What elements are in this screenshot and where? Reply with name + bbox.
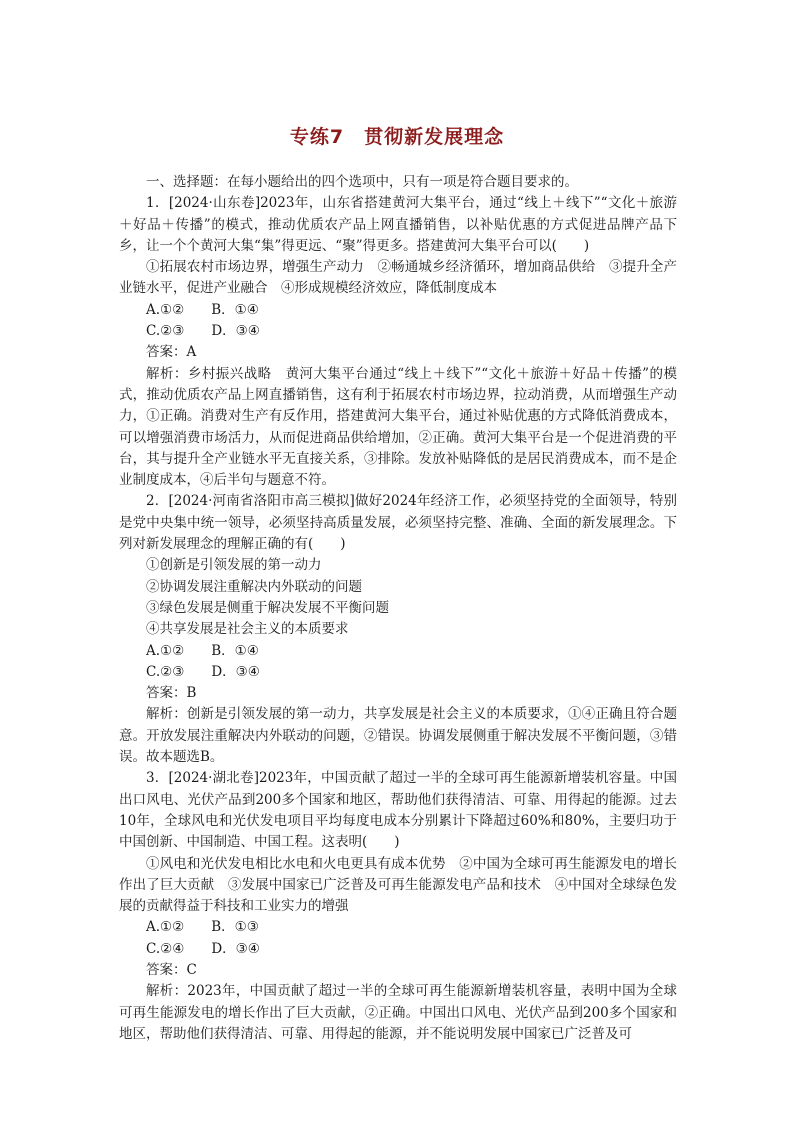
question-3-answer: 答案：C <box>146 961 197 978</box>
question-1-answer: 答案：A <box>146 344 197 361</box>
question-3-items: ①风电和光伏发电相比水电和火电更具有成本优势 ②中国为全球可再生能源发电的增长作出了巨大贡献 ③发展中国家已广泛普及可再生能源发电产品和技术 ④中国对全球绿色发展的贡献得益于科技和工业实力的增强 <box>119 855 677 915</box>
question-1-options-cd: C.②③ D．③④ <box>146 323 260 340</box>
question-2-item-2: ②协调发展注重解决内外联动的问题 <box>146 578 362 595</box>
question-3-options-cd: C.②④ D．③④ <box>146 940 260 957</box>
question-2-analysis: 解析：创新是引领发展的第一动力，共享发展是社会主义的本质要求，①④正确且符合题意。开放发展注重解决内外联动的问题，②错误。协调发展侧重于解决发展不平衡问题，③错误。故本题选B。 <box>119 706 677 766</box>
section-heading: 一、选择题：在每小题给出的四个选项中，只有一项是符合题目要求的。 <box>146 174 578 190</box>
question-2-item-3: ③绿色发展是侧重于解决发展不平衡问题 <box>146 599 389 616</box>
question-1-items: ①拓展农村市场边界，增强生产动力 ②畅通城乡经济循环，增加商品供给 ③提升全产业链水平，促进产业融合 ④形成规模经济效应，降低制度成本 <box>119 259 677 297</box>
question-1-stem: 1．[2024·山东卷]2023年，山东省搭建黄河大集平台，通过“线上＋线下”“文化＋旅游＋好品＋传播”的模式，推动优质农产品上网直播销售，以补贴优惠的方式促进品牌产品下乡，让一个个黄河大集“集”得更远、“聚”得更多。搭建黄河大集平台可以( ) <box>119 195 677 254</box>
question-3-analysis: 解析：2023年，中国贡献了超过一半的全球可再生能源新增装机容量，表明中国为全球可再生能源发电的增长作出了巨大贡献，②正确。中国出口风电、光伏产品到200多个国家和地区，帮助他们获得清洁、可靠、用得起的能源，并不能说明发展中国家已广泛普及可 <box>119 983 677 1042</box>
question-2-answer: 答案：B <box>146 685 197 702</box>
question-3-stem: 3．[2024·湖北卷]2023年，中国贡献了超过一半的全球可再生能源新增装机容量。中国出口风电、光伏产品到200多个国家和地区，帮助他们获得清洁、可靠、用得起的能源。过去10年，全球风电和光伏发电项目平均每度电成本分别累计下降超过60%和80%，主要归功于中国创新、中国制造、中国工程。这表明( ) <box>119 770 677 851</box>
question-2-stem: 2．[2024·河南省洛阳市高三模拟]做好2024年经济工作，必须坚持党的全面领导，特别是党中央集中统一领导，必须坚持高质量发展，必须坚持完整、准确、全面的新发展理念。下列对新发展理念的理解正确的有( ) <box>119 493 677 553</box>
question-2-item-1: ①创新是引领发展的第一动力 <box>146 557 322 574</box>
question-2-options-cd: C.②③ D．③④ <box>146 663 260 680</box>
document-body <box>119 172 677 1045</box>
question-1-options-ab: A.①② B．①④ <box>146 301 259 318</box>
page-title: 专练7 贯彻新发展理念 <box>289 126 505 148</box>
question-2-item-4: ④共享发展是社会主义的本质要求 <box>146 621 349 638</box>
question-2-options-ab: A.①② B．①④ <box>146 642 259 659</box>
question-3-options-ab: A.①② B．①③ <box>146 919 259 936</box>
question-1-analysis: 解析：乡村振兴战略 黄河大集平台通过“线上＋线下”“文化＋旅游＋好品＋传播”的模式，推动优质农产品上网直播销售，这有利于拓展农村市场边界，拉动消费，从而增强生产动力，①正确。消费对生产有反作用，搭建黄河大集平台，通过补贴优惠的方式降低消费成本，可以增强消费市场活力，从而促进商品供给增加，②正确。黄河大集平台是一个促进消费的平台，其与提升全产业链水平无直接关系，③排除。发放补贴降低的是居民消费成本，而不是企业制度成本，④后半句与题意不符。 <box>119 365 677 489</box>
